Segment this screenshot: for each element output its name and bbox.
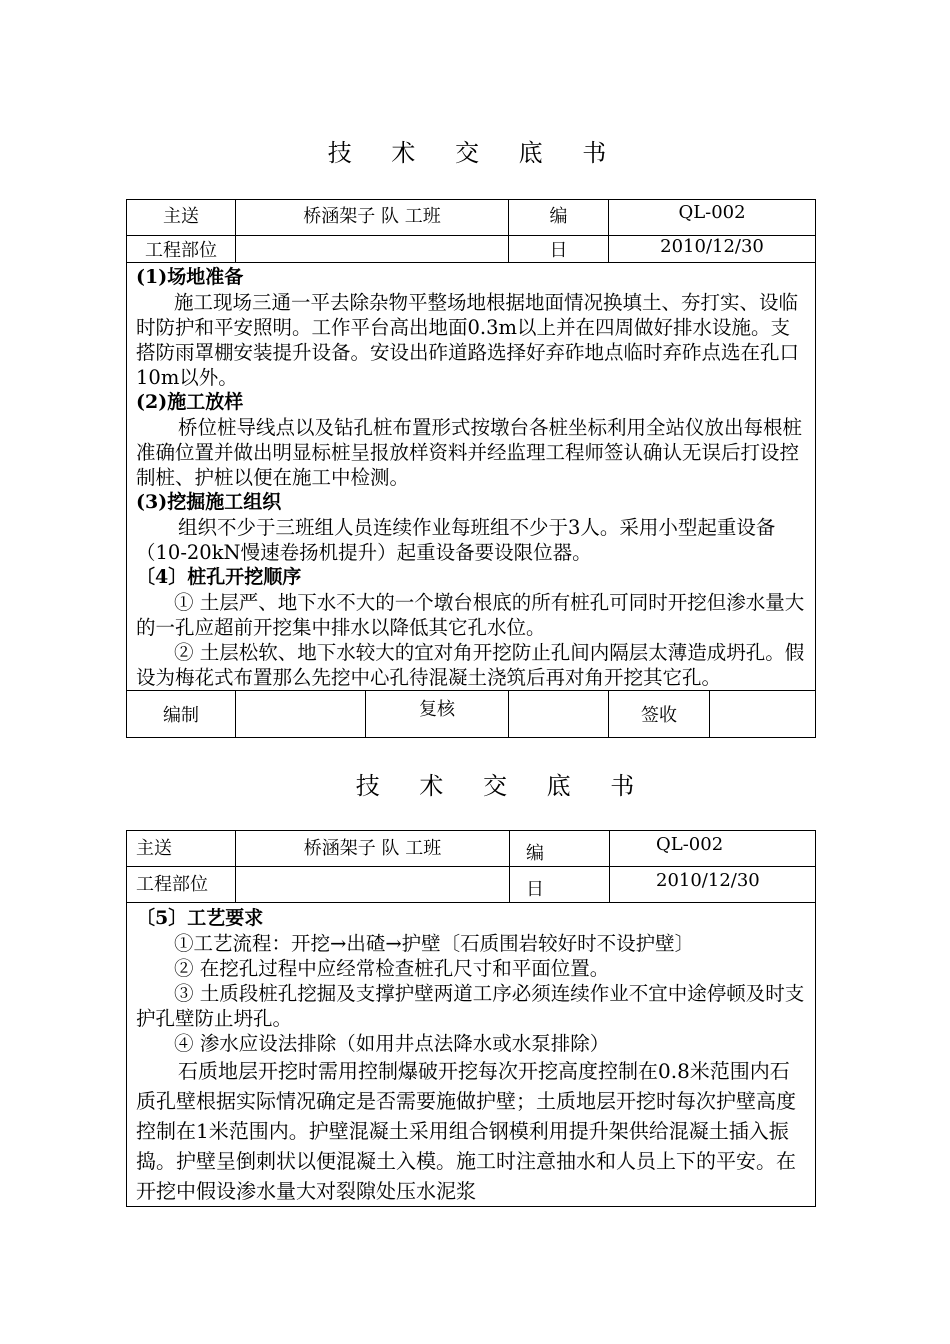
code-value: QL-002	[610, 831, 816, 867]
project-part-label: 工程部位	[127, 236, 236, 263]
process-item: ①工艺流程：开挖→出碴→护壁〔石质围岩较好时不设护壁〕	[174, 932, 695, 955]
section-paragraph: 桥位桩导线点以及钻孔桩布置形式按墩台各桩坐标利用全站仪放出每根桩准确位置并做出明显标桩呈报放样资料并经监理工程师签认确认无误后打设控制桩、护桩以便在施工中检测。	[136, 416, 803, 489]
section-heading: (2)施工放样	[136, 391, 244, 413]
process-item: ③ 土质段桩孔挖掘及支撑护壁两道工序必须连续作业不宜中途停顿及时支护孔壁防止坍孔。	[136, 982, 805, 1030]
section-heading: 〔4〕桩孔开挖顺序	[136, 566, 302, 588]
date-value: 2010/12/30	[610, 867, 816, 903]
prepared-by-value	[236, 691, 366, 738]
receive-label: 签收	[609, 691, 710, 738]
process-item: ② 在挖孔过程中应经常检查桩孔尺寸和平面位置。	[174, 957, 610, 980]
document-title-1: 技 术 交 底 书	[327, 139, 623, 167]
project-part-value	[236, 236, 509, 263]
review-label: 复核	[366, 691, 509, 738]
recipient-label: 主送	[127, 831, 236, 867]
receive-value	[710, 691, 816, 738]
code-label: 编	[509, 200, 609, 236]
section-paragraph: ① 土层严、地下水不大的一个墩台根底的所有桩孔可同时开挖但渗水量大的一孔应超前开挖集中排水以降低其它孔水位。	[136, 591, 805, 639]
section-heading: 〔5〕工艺要求	[136, 907, 264, 929]
date-value: 2010/12/30	[609, 236, 816, 263]
project-part-label: 工程部位	[127, 867, 236, 903]
document-title-2: 技 术 交 底 书	[355, 772, 651, 800]
code-label: 编	[510, 831, 610, 867]
recipient-value: 桥涵架子 队 工班	[236, 831, 510, 867]
date-label: 日	[509, 236, 609, 263]
tech-disclosure-table-1	[126, 199, 816, 738]
section-paragraph: ② 土层松软、地下水较大的宜对角开挖防止孔间内隔层太薄造成坍孔。假设为梅花式布置那么先挖中心孔待混凝土浇筑后再对角开挖其它孔。	[136, 641, 805, 689]
disclosure-body-2	[127, 903, 816, 1207]
date-label: 日	[510, 867, 610, 903]
section-paragraph: 施工现场三通一平去除杂物平整场地根据地面情况换填土、夯打实、设临时防护和平安照明。工作平台高出地面0.3m以上并在四周做好排水设施。支搭防雨罩棚安装提升设备。安设出砟道路选择好弃砟地点临时弃砟点选在孔口10m以外。	[136, 291, 800, 389]
code-value: QL-002	[609, 200, 816, 236]
section-heading: (1)场地准备	[136, 266, 244, 288]
recipient-value: 桥涵架子 队 工班	[236, 200, 509, 236]
section-paragraph: 组织不少于三班组人员连续作业每班组不少于3人。采用小型起重设备（10-20kN慢速卷扬机提升）起重设备要设限位器。	[136, 516, 776, 564]
project-part-value	[236, 867, 510, 903]
tech-disclosure-table-2	[126, 830, 816, 1207]
review-value	[509, 691, 609, 738]
prepared-by-label: 编制	[127, 691, 236, 738]
recipient-label: 主送	[127, 200, 236, 236]
disclosure-body-1	[127, 263, 816, 691]
section-heading: (3)挖掘施工组织	[136, 491, 282, 513]
process-paragraph: 石质地层开挖时需用控制爆破开挖每次开挖高度控制在0.8米范围内石质孔壁根据实际情况确定是否需要施做护壁；土质地层开挖时每次护壁高度控制在1米范围内。护壁混凝土采用组合钢模利用提升架供给混凝土插入振捣。护壁呈倒刺状以便混凝土入模。施工时注意抽水和人员上下的平安。在开挖中假设渗水量大对裂隙处压水泥浆	[136, 1059, 796, 1203]
process-item: ④ 渗水应设法排除（如用井点法降水或水泵排除）	[174, 1032, 610, 1055]
